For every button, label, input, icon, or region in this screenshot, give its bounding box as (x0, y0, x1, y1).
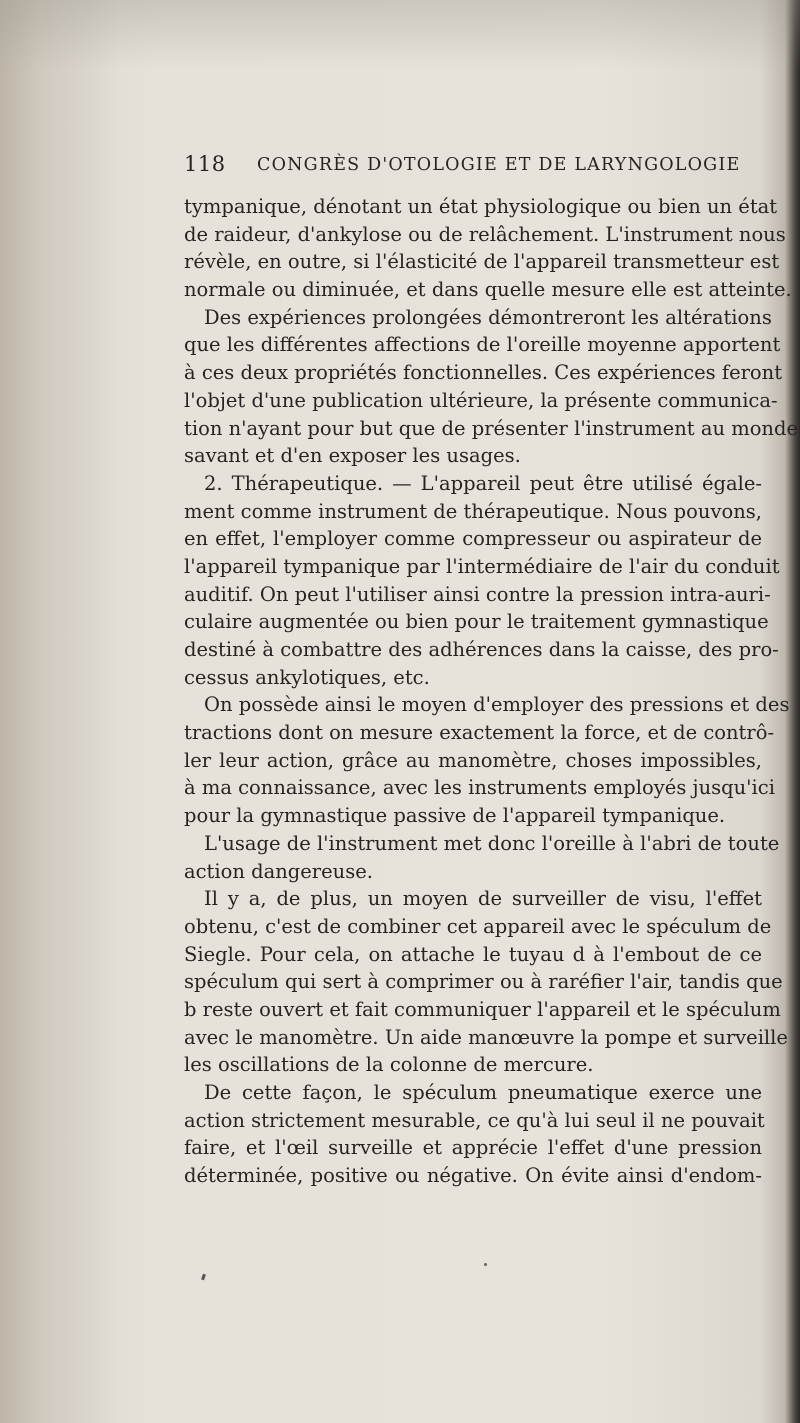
text-line: L'usage de l'instrument met donc l'oreille à l'abri de toute (204, 831, 780, 855)
text-line: révèle, en outre, si l'élasticité de l'appareil transmetteur est (184, 250, 780, 274)
text-line: à ces deux propriétés fonctionnelles. Ces expériences feront (184, 361, 783, 385)
text-line: les oscillations de la colonne de mercure. (184, 1053, 594, 1077)
page-header (184, 152, 762, 180)
text-line: pour la gymnastique passive de l'appareil tympanique. (184, 804, 726, 828)
text-line: Des expériences prolongées démontreront les altérations (204, 305, 772, 329)
text-line: ler leur action, grâce au manomètre, choses impossibles, (184, 748, 762, 772)
text-line: On possède ainsi le moyen d'employer des pressions et des (204, 693, 790, 717)
text-line: culaire augmentée ou bien pour le traitement gymnastique (184, 610, 769, 634)
text-line: action dangereuse. (184, 859, 373, 883)
text-line: ment comme instrument de thérapeutique. Nous pouvons, (184, 499, 762, 523)
gutter-shadow (0, 0, 120, 1423)
text-line: l'objet d'une publication ultérieure, la présente communica- (184, 388, 778, 412)
text-line: 2. Thérapeutique. — L'appareil peut être utilisé égale- (204, 471, 762, 495)
text-line: tympanique, dénotant un état physiologique ou bien un état (184, 195, 778, 218)
text-line: De cette façon, le spéculum pneumatique exerce une (204, 1081, 762, 1104)
text-line: avec le manomètre. Un aide manœuvre la pompe et surveille (184, 1025, 788, 1049)
text-line: en effet, l'employer comme compresseur ou aspirateur de (184, 527, 762, 551)
text-line: l'appareil tympanique par l'intermédiaire de l'air du conduit (184, 554, 780, 578)
text-line: b reste ouvert et fait communiquer l'appareil et le spéculum (184, 997, 781, 1021)
text-line: à ma connaissance, avec les instruments employés jusqu'ici (184, 776, 775, 800)
top-edge-shadow (0, 0, 800, 70)
text-line: destiné à combattre des adhérences dans la caisse, des pro- (184, 638, 779, 661)
ink-speck (201, 1274, 206, 1281)
text-line: spéculum qui sert à comprimer ou à raréfier l'air, tandis que (184, 970, 783, 994)
text-line: tion n'ayant pour but que de présenter l'instrument au monde (184, 416, 799, 440)
text-line: de raideur, d'ankylose ou de relâchement. L'instrument nous (184, 222, 786, 246)
body-text (184, 193, 799, 1190)
text-line: Il y a, de plus, un moyen de surveiller de visu, l'effet (204, 887, 762, 911)
text-line: normale ou diminuée, et dans quelle mesure elle est atteinte. (184, 278, 792, 302)
text-line: obtenu, c'est de combiner cet appareil avec le spéculum de (184, 914, 772, 938)
text-line: déterminée, positive ou négative. On évite ainsi d'endom- (184, 1164, 762, 1188)
text-line: que les différentes affections de l'oreille moyenne apportent (184, 333, 781, 357)
running-head: CONGRÈS D'OTOLOGIE ET DE LARYNGOLOGIE (257, 155, 741, 175)
text-line: action strictement mesurable, ce qu'à lui seul il ne pouvait (184, 1108, 765, 1132)
text-line: savant et d'en exposer les usages. (184, 444, 521, 468)
text-line: tractions dont on mesure exactement la force, et de contrô- (184, 721, 775, 745)
page-number: 118 (184, 152, 226, 176)
text-line: Siegle. Pour cela, on attache le tuyau d à l'embout de ce (184, 942, 762, 966)
ink-speck (484, 1263, 487, 1266)
text-line: faire, et l'œil surveille et apprécie l'effet d'une pression (184, 1136, 762, 1160)
text-line: cessus ankylotiques, etc. (184, 665, 430, 689)
text-line: auditif. On peut l'utiliser ainsi contre la pression intra-auri- (184, 582, 771, 606)
